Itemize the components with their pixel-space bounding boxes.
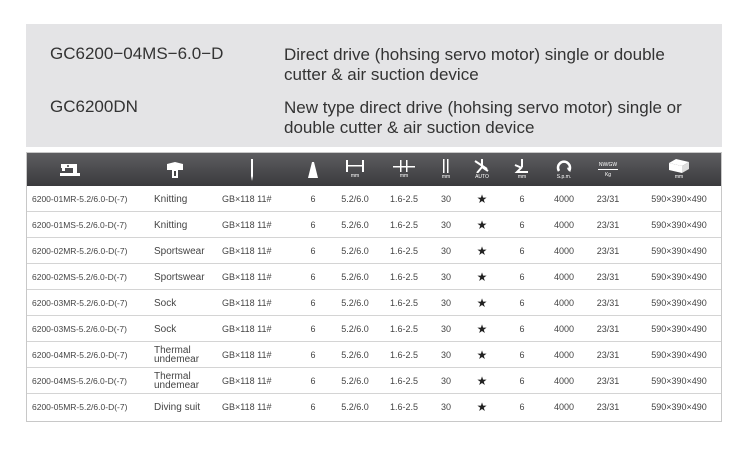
package-icon: mm (659, 153, 699, 186)
package-cell: 590×390×490 (651, 350, 707, 360)
weight-icon: NW/GW Kg (598, 162, 618, 178)
stitch-height-icon: mm (436, 153, 456, 186)
auto-cell: ★ (476, 348, 488, 362)
stitch-width-icon: mm (340, 153, 370, 186)
needle-cell: GB×118 11# (222, 194, 272, 204)
auto-cell: ★ (476, 244, 488, 258)
model-name: GC6200DN (50, 97, 138, 116)
feed-dogs-icon (303, 153, 323, 186)
feed-cell: 6 (310, 298, 316, 308)
stitch-cell: 5.2/6.0 (341, 350, 369, 360)
description-panel (26, 24, 722, 147)
stitch-cell: 5.2/6.0 (341, 194, 369, 204)
table-header (27, 153, 721, 186)
feed-cell: 6 (310, 324, 316, 334)
package-cell: 590×390×490 (651, 220, 707, 230)
speed-cell: 4000 (553, 402, 575, 412)
weight-cell: 23/31 (596, 376, 620, 386)
table-row (27, 264, 721, 290)
stitch-cell: 5.2/6.0 (341, 376, 369, 386)
needle-icon (242, 153, 262, 186)
speed-cell: 4000 (553, 220, 575, 230)
weight-cell: 23/31 (596, 272, 620, 282)
presser-cell: 6 (519, 194, 525, 204)
differential-cell: 1.6-2.5 (389, 246, 419, 256)
presser-cell: 6 (519, 350, 525, 360)
presser-cell: 6 (519, 376, 525, 386)
weight-cell: 23/31 (596, 324, 620, 334)
feed-cell: 6 (310, 220, 316, 230)
auto-cell: ★ (476, 322, 488, 336)
application-cell: Knitting (154, 219, 188, 231)
model-description: Direct drive (hohsing servo motor) single or double cutter & air suction device (284, 45, 665, 84)
presser-cell: 6 (519, 246, 525, 256)
needle-cell: GB×118 11# (222, 402, 272, 412)
auto-cell: ★ (476, 218, 488, 232)
speed-cell: 4000 (553, 246, 575, 256)
stitch-cell: 5.2/6.0 (341, 298, 369, 308)
table-row (27, 368, 721, 394)
differential-cell: 1.6-2.5 (389, 376, 419, 386)
height-cell: 30 (440, 220, 451, 230)
package-cell: 590×390×490 (651, 246, 707, 256)
needle-cell: GB×118 11# (222, 298, 272, 308)
height-cell: 30 (440, 272, 451, 282)
stitch-cell: 5.2/6.0 (341, 246, 369, 256)
model-cell: 6200-04MR-5.2/6.0-D(-7) (32, 350, 128, 360)
presser-cell: 6 (519, 298, 525, 308)
differential-feed-icon: mm (389, 153, 419, 186)
weight-cell: 23/31 (596, 298, 620, 308)
application-cell: Diving suit (154, 401, 201, 413)
application-icon (160, 153, 190, 186)
speed-icon: S.p.m. (552, 153, 576, 186)
model-name: GC6200−04MS−6.0−D (50, 44, 224, 63)
speed-cell: 4000 (553, 324, 575, 334)
presser-foot-lift-icon: mm (510, 153, 534, 186)
model-cell: 6200-01MR-5.2/6.0-D(-7) (32, 194, 128, 204)
height-cell: 30 (440, 298, 451, 308)
speed-cell: 4000 (553, 298, 575, 308)
package-cell: 590×390×490 (651, 324, 707, 334)
auto-cell: ★ (476, 270, 488, 284)
differential-cell: 1.6-2.5 (389, 194, 419, 204)
model-cell: 6200-04MS-5.2/6.0-D(-7) (32, 376, 127, 386)
height-cell: 30 (440, 246, 451, 256)
auto-cell: ★ (476, 296, 488, 310)
needle-cell: GB×118 11# (222, 272, 272, 282)
package-cell: 590×390×490 (651, 298, 707, 308)
weight-cell: 23/31 (596, 246, 620, 256)
weight-cell: 23/31 (596, 220, 620, 230)
table-body (27, 186, 721, 420)
weight-cell: 23/31 (596, 194, 620, 204)
height-cell: 30 (440, 350, 451, 360)
speed-cell: 4000 (553, 194, 575, 204)
model-cell: 6200-01MS-5.2/6.0-D(-7) (32, 220, 127, 230)
application-cell: Knitting (154, 193, 188, 205)
height-cell: 30 (440, 376, 451, 386)
application-cell: Sock (154, 323, 177, 335)
needle-cell: GB×118 11# (222, 350, 272, 360)
differential-cell: 1.6-2.5 (389, 350, 419, 360)
needle-cell: GB×118 11# (222, 246, 272, 256)
needle-cell: GB×118 11# (222, 324, 272, 334)
application-cell: Sportswear (154, 245, 205, 257)
needle-cell: GB×118 11# (222, 376, 272, 386)
application-cell: Sportswear (154, 271, 205, 283)
sewing-machine-icon (55, 153, 85, 186)
feed-cell: 6 (310, 246, 316, 256)
presser-cell: 6 (519, 324, 525, 334)
feed-cell: 6 (310, 376, 316, 386)
stitch-cell: 5.2/6.0 (341, 272, 369, 282)
application-cell: Thermal undemear (154, 345, 200, 365)
stitch-cell: 5.2/6.0 (341, 402, 369, 412)
height-cell: 30 (440, 324, 451, 334)
weight-cell: 23/31 (596, 350, 620, 360)
model-cell: 6200-02MR-5.2/6.0-D(-7) (32, 246, 128, 256)
table-row (27, 394, 721, 420)
auto-cell: ★ (476, 400, 488, 414)
table-row (27, 186, 721, 212)
height-cell: 30 (440, 194, 451, 204)
presser-cell: 6 (519, 402, 525, 412)
table-row (27, 316, 721, 342)
application-cell: Thermal undemear (154, 371, 200, 391)
table-row (27, 212, 721, 238)
speed-cell: 4000 (553, 272, 575, 282)
table-row (27, 290, 721, 316)
presser-cell: 6 (519, 220, 525, 230)
differential-cell: 1.6-2.5 (389, 298, 419, 308)
application-cell: Sock (154, 297, 177, 309)
differential-cell: 1.6-2.5 (389, 220, 419, 230)
model-cell: 6200-03MR-5.2/6.0-D(-7) (32, 298, 128, 308)
speed-cell: 4000 (553, 376, 575, 386)
stitch-cell: 5.2/6.0 (341, 324, 369, 334)
stitch-cell: 5.2/6.0 (341, 220, 369, 230)
differential-cell: 1.6-2.5 (389, 402, 419, 412)
differential-cell: 1.6-2.5 (389, 324, 419, 334)
auto-cell: ★ (476, 374, 488, 388)
feed-cell: 6 (310, 194, 316, 204)
model-cell: 6200-03MS-5.2/6.0-D(-7) (32, 324, 127, 334)
package-cell: 590×390×490 (651, 194, 707, 204)
package-cell: 590×390×490 (651, 402, 707, 412)
feed-cell: 6 (310, 402, 316, 412)
model-cell: 6200-05MR-5.2/6.0-D(-7) (32, 402, 128, 412)
needle-cell: GB×118 11# (222, 220, 272, 230)
table-row (27, 342, 721, 368)
package-cell: 590×390×490 (651, 272, 707, 282)
model-description: New type direct drive (hohsing servo motor) single or double cutter & air suction device (284, 98, 682, 137)
presser-cell: 6 (519, 272, 525, 282)
feed-cell: 6 (310, 272, 316, 282)
speed-cell: 4000 (553, 350, 575, 360)
package-cell: 590×390×490 (651, 376, 707, 386)
feed-cell: 6 (310, 350, 316, 360)
auto-cell: ★ (476, 192, 488, 206)
differential-cell: 1.6-2.5 (389, 272, 419, 282)
weight-cell: 23/31 (596, 402, 620, 412)
table-row (27, 238, 721, 264)
spec-table (26, 152, 722, 422)
height-cell: 30 (440, 402, 451, 412)
auto-presser-icon: AUTO (470, 153, 494, 186)
model-cell: 6200-02MS-5.2/6.0-D(-7) (32, 272, 127, 282)
